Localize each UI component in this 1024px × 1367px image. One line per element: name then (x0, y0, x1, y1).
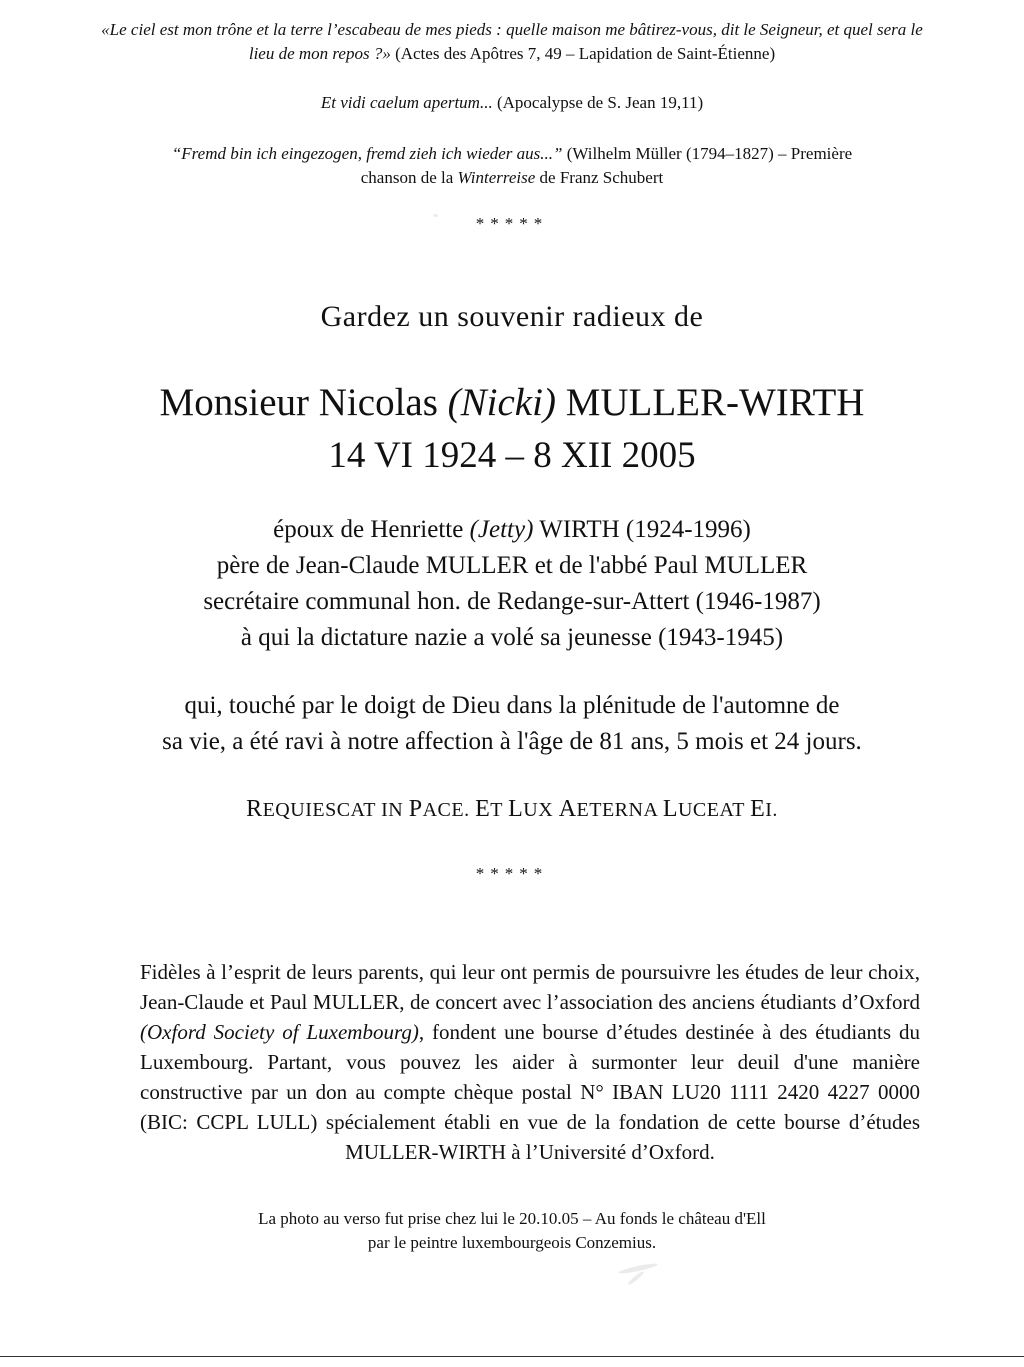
relation-secretary: secrétaire communal hon. de Redange-sur-Attert (1946-1987) (203, 588, 821, 615)
prayer-word: T (490, 799, 503, 821)
epigraph-apocalypse-source: (Apocalypse de S. Jean 19,11) (492, 93, 704, 112)
bottom-border-line (0, 1356, 1024, 1357)
prayer-word: UCEAT (677, 799, 745, 821)
relation-youth: à qui la dictature nazie a volé sa jeunesse (1943-1945) (240, 624, 784, 651)
life-dates: 14 VI 1924 – 8 XII 2005 (328, 435, 696, 476)
epigraph-acts (0, 18, 1024, 66)
prayer-initial: R (246, 796, 263, 822)
scholarship-society-name: (Oxford Society of Luxembourg) (140, 1020, 419, 1044)
epigraph-winterreise-quote: “Fremd bin ich eingezogen, fremd zieh ich wieder aus...” (171, 144, 563, 163)
prayer-initial: L (508, 796, 524, 822)
prayer-word: ETERNA (576, 799, 658, 821)
separator-stars-bottom: ***** (475, 864, 549, 883)
epigraph-apocalypse (0, 91, 1024, 115)
relation-father: père de Jean-Claude MULLER et de l'abbé Paul MULLER (216, 552, 808, 579)
prayer-word: ACE. (422, 799, 470, 821)
epigraph-apocalypse-quote: Et vidi caelum apertum... (320, 93, 493, 112)
prayer-word: IN (381, 799, 404, 821)
death-notice (0, 688, 1024, 760)
prayer-word: EQUIESCAT (262, 799, 376, 821)
epigraph-acts-quote: «Le ciel est mon trône et la terre l’escabeau de mes pieds : quelle maison me bâtirez-vous, dit le Seigneur, et quel sera le lieu de mon repos ?» (101, 20, 923, 63)
epigraph-winterreise-work: Winterreise (457, 168, 536, 187)
scholarship-text-start: Fidèles à l’esprit de leurs parents, qui leur ont permis de poursuivre les études de leur choix, Jean-Claude et Paul MULLER, de concert avec l’association des anciens étudiants d’Oxford (140, 960, 920, 1014)
heading: Gardez un souvenir radieux de (320, 300, 704, 333)
scholarship-paragraph (140, 957, 920, 1167)
prayer-word: I. (765, 799, 778, 821)
deceased-name (0, 380, 1024, 425)
photo-note-line-1: La photo au verso fut prise chez lui le 20.10.05 – Au fonds le château d'Ell (258, 1209, 766, 1228)
prayer-initial: E (475, 796, 491, 822)
relation-spouse-prefix: époux de Henriette (273, 516, 470, 543)
separator-stars-top: ***** (475, 214, 549, 233)
prayer-initial: A (558, 796, 577, 822)
deceased-name-title: Monsieur Nicolas (159, 381, 448, 424)
prayer-initial: E (750, 796, 766, 822)
epigraph-winterreise-composer: de Franz Schubert (535, 168, 664, 187)
epigraph-acts-source: (Actes des Apôtres 7, 49 – Lapidation de Saint-Étienne) (390, 44, 776, 63)
deceased-nickname: (Nicki) (447, 381, 556, 424)
deceased-surname: MULLER-WIRTH (555, 381, 865, 424)
relation-spouse-suffix: WIRTH (1924-1996) (533, 516, 751, 543)
death-notice-line-1: qui, touché par le doigt de Dieu dans la plénitude de l'automne de (184, 692, 840, 719)
prayer-initial: P (408, 796, 423, 822)
epigraph-winterreise (0, 142, 1024, 190)
prayer (0, 796, 1024, 823)
death-notice-line-2: sa vie, a été ravi à notre affection à l'âge de 81 ans, 5 mois et 24 jours. (162, 728, 862, 755)
relation-spouse-nickname: (Jetty) (469, 516, 534, 543)
photo-note (0, 1207, 1024, 1255)
epigraph-winterreise-source: (Wilhelm Müller (1794–1827) – Première chanson de la (360, 144, 853, 187)
photo-note-line-2: par le peintre luxembourgeois Conzemius. (367, 1233, 657, 1252)
relation-spouse (0, 512, 1024, 548)
scholarship-text-end: , fondent une bourse d’études destinée à des étudiants du Luxembourg. Partant, vous pouvez les aider à surmonter leur deuil d'une manière constructive par un don au compte chèque postal N° IBAN LU20 1111 2420 4227 0000 (BIC: CCPL LULL) spécialement établi en vue de la fondation de cette bourse d’études MULLER-WIRTH à l’Université d’Oxford. (140, 1020, 920, 1164)
prayer-initial: L (662, 796, 678, 822)
scan-mark (433, 214, 438, 217)
relations (0, 512, 1024, 656)
prayer-word: UX (523, 799, 554, 821)
